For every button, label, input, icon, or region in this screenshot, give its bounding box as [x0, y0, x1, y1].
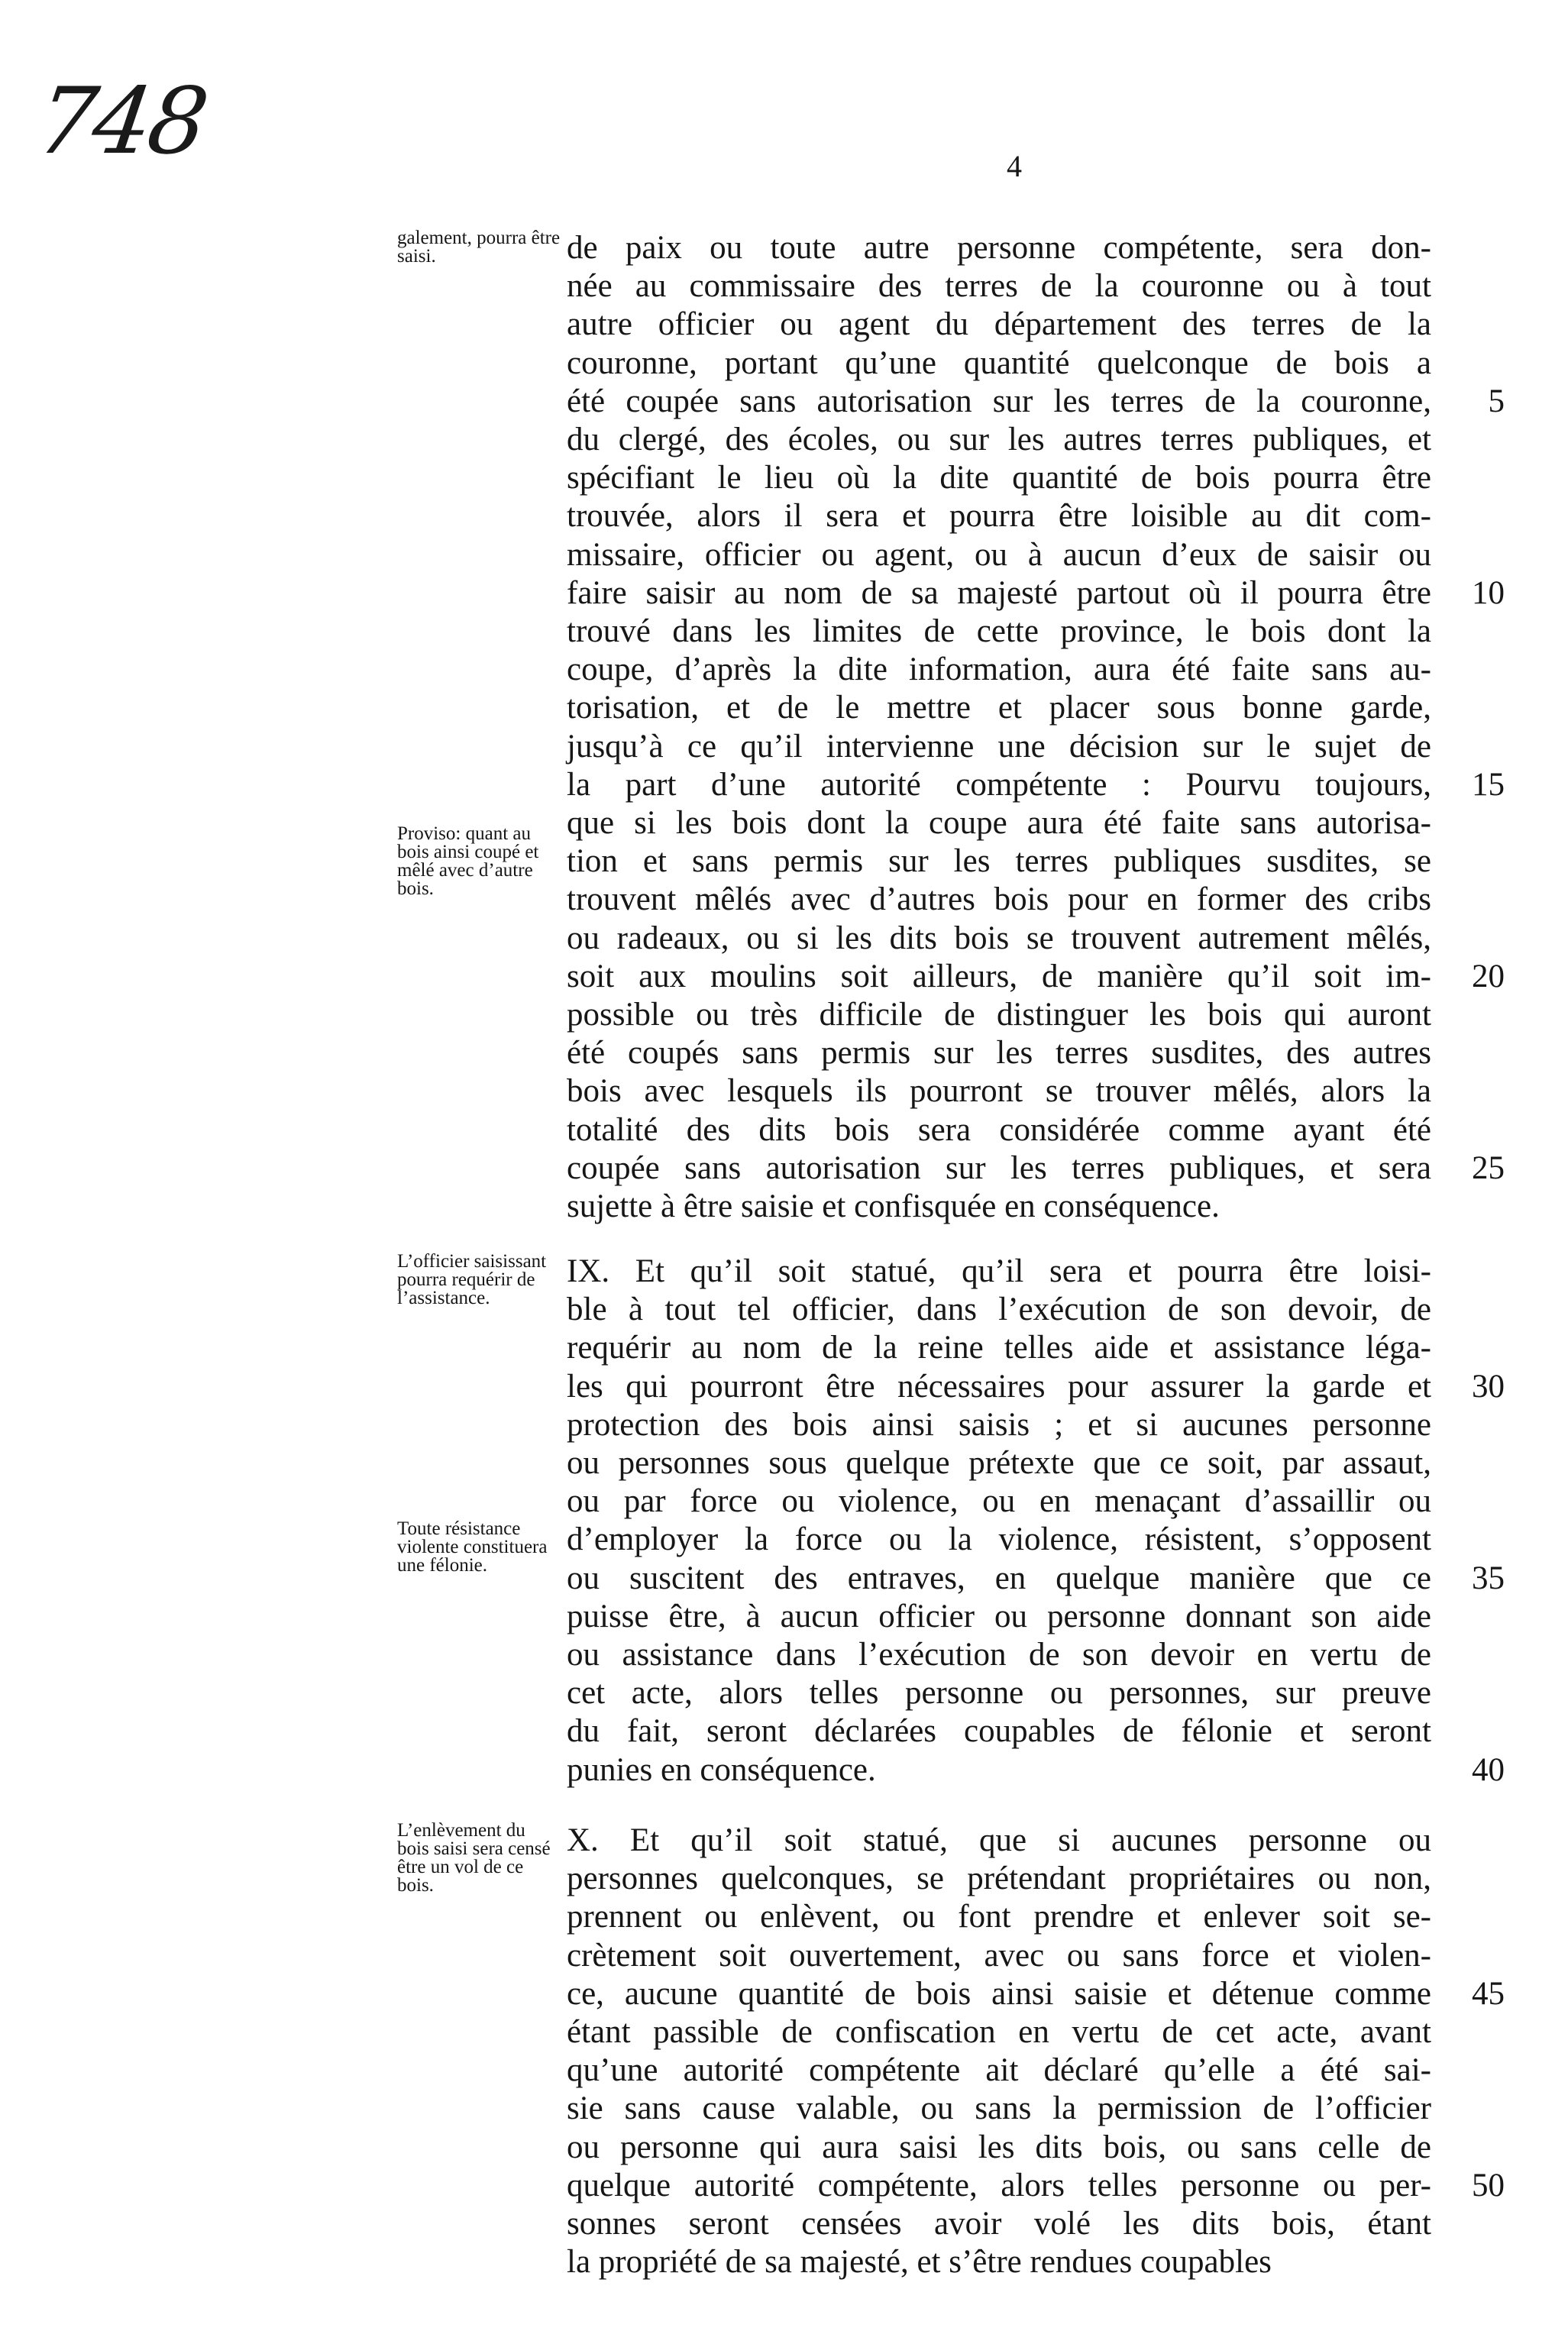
- text-line: faire saisir au nom de sa majesté partout où il pourra être: [567, 575, 1431, 611]
- text-line: qu’une autorité compétente ait déclaré qu’elle a été sai-: [567, 2052, 1431, 2088]
- text-line: puisse être, à aucun officier ou personne donnant son aide: [567, 1599, 1431, 1634]
- text-line: bois avec lesquels ils pourront se trouver mêlés, alors la: [567, 1073, 1431, 1109]
- text-line: jusqu’à ce qu’il intervienne une décision sur le sujet de: [567, 729, 1431, 765]
- text-line: étant passible de confiscation en vertu de cet acte, avant: [567, 2014, 1431, 2050]
- text-line: ou radeaux, ou si les dits bois se trouvent autrement mêlés,: [567, 920, 1431, 956]
- text-line: possible ou très difficile de distinguer les bois qui auront: [567, 997, 1431, 1033]
- text-line: protection des bois ainsi saisis ; et si aucunes personne: [567, 1407, 1431, 1443]
- margin-note: L’enlèvement du bois saisi sera censé être un vol de ce bois.: [397, 1820, 551, 1896]
- text-line: née au commissaire des terres de la couronne ou à tout: [567, 268, 1431, 304]
- text-line: cet acte, alors telles personne ou personnes, sur preuve: [567, 1675, 1431, 1711]
- text-line: autre officier ou agent du département des terres de la: [567, 306, 1431, 342]
- text-line: IX. Et qu’il soit statué, qu’il sera et pourra être loisi-: [567, 1253, 1431, 1289]
- line-number: 50: [1472, 2168, 1505, 2203]
- text-line: coupe, d’après la dite information, aura été faite sans au-: [567, 651, 1431, 687]
- text-line: soit aux moulins soit ailleurs, de manière qu’il soit im-: [567, 959, 1431, 994]
- text-line: coupée sans autorisation sur les terres publiques, et sera: [567, 1150, 1431, 1186]
- text-line: trouvé dans les limites de cette province, le bois dont la: [567, 613, 1431, 649]
- line-number: 20: [1472, 959, 1505, 994]
- text-line: été coupée sans autorisation sur les terres de la couronne,: [567, 383, 1431, 419]
- text-line: sie sans cause valable, ou sans la permission de l’officier: [567, 2090, 1431, 2126]
- text-line: couronne, portant qu’une quantité quelconque de bois a: [567, 345, 1431, 381]
- line-number: 30: [1472, 1369, 1505, 1405]
- text-line: ou suscitent des entraves, en quelque manière que ce: [567, 1560, 1431, 1596]
- text-line: requérir au nom de la reine telles aide et assistance léga-: [567, 1330, 1431, 1366]
- text-line: ble à tout tel officier, dans l’exécution de son devoir, de: [567, 1292, 1431, 1327]
- text-line: torisation, et de le mettre et placer sous bonne garde,: [567, 690, 1431, 726]
- text-line: la part d’une autorité compétente : Pourvu toujours,: [567, 767, 1431, 803]
- text-line: trouvée, alors il sera et pourra être loisible au dit com-: [567, 498, 1431, 534]
- text-line: du clergé, des écoles, ou sur les autres terres publiques, et: [567, 422, 1431, 457]
- margin-note: galement, pourra être saisi.: [397, 228, 561, 267]
- text-line: du fait, seront déclarées coupables de félonie et seront: [567, 1713, 1431, 1749]
- line-number: 25: [1472, 1150, 1505, 1186]
- text-line: sujette à être saisie et confisquée en conséquence.: [567, 1188, 1220, 1224]
- text-line: missaire, officier ou agent, ou à aucun d’eux de saisir ou: [567, 537, 1431, 573]
- text-line: spécifiant le lieu où la dite quantité de bois pourra être: [567, 460, 1431, 496]
- text-line: été coupés sans permis sur les terres susdites, des autres: [567, 1035, 1431, 1071]
- text-line: punies en conséquence.: [567, 1752, 876, 1788]
- margin-note: L’officier saisissant pourra requérir de l’assistance.: [397, 1251, 547, 1308]
- text-line: de paix ou toute autre personne compétente, sera don-: [567, 230, 1431, 266]
- line-number: 35: [1472, 1560, 1505, 1596]
- text-line: les qui pourront être nécessaires pour assurer la garde et: [567, 1369, 1431, 1405]
- text-line: ou personne qui aura saisi les dits bois, ou sans celle de: [567, 2129, 1431, 2165]
- text-line: ou par force ou violence, ou en menaçant d’assaillir ou: [567, 1483, 1431, 1519]
- handwritten-mark: 748: [31, 69, 212, 175]
- text-line: d’employer la force ou la violence, résistent, s’opposent: [567, 1521, 1431, 1557]
- text-line: prennent ou enlèvent, ou font prendre et enlever soit se-: [567, 1899, 1431, 1935]
- line-number: 40: [1472, 1752, 1505, 1788]
- line-number: 15: [1472, 767, 1505, 803]
- margin-note: Toute résistance violente constituera une félonie.: [397, 1518, 548, 1576]
- text-line: crètement soit ouvertement, avec ou sans force et violen-: [567, 1938, 1431, 1974]
- text-line: ou assistance dans l’exécution de son devoir en vertu de: [567, 1637, 1431, 1673]
- text-line: trouvent mêlés avec d’autres bois pour en former des cribs: [567, 881, 1431, 917]
- text-line: ce, aucune quantité de bois ainsi saisie et détenue comme: [567, 1976, 1431, 2012]
- page-number: 4: [1007, 149, 1022, 183]
- text-line: totalité des dits bois sera considérée comme ayant été: [567, 1112, 1431, 1148]
- text-line: ou personnes sous quelque prétexte que ce soit, par assaut,: [567, 1445, 1431, 1481]
- text-line: X. Et qu’il soit statué, que si aucunes personne ou: [567, 1822, 1431, 1858]
- text-line: sonnes seront censées avoir volé les dits bois, étant: [567, 2206, 1431, 2242]
- text-line: tion et sans permis sur les terres publiques susdites, se: [567, 843, 1431, 879]
- line-number: 45: [1472, 1976, 1505, 2012]
- margin-note: Proviso: quant au bois ainsi coupé et mêlé avec d’autre bois.: [397, 823, 539, 899]
- text-line: la propriété de sa majesté, et s’être rendues coupables: [567, 2244, 1272, 2280]
- line-number: 10: [1472, 575, 1505, 611]
- text-line: quelque autorité compétente, alors telles personne ou per-: [567, 2168, 1431, 2203]
- text-line: personnes quelconques, se prétendant propriétaires ou non,: [567, 1861, 1431, 1896]
- text-line: que si les bois dont la coupe aura été faite sans autorisa-: [567, 805, 1431, 841]
- line-number: 5: [1488, 383, 1505, 419]
